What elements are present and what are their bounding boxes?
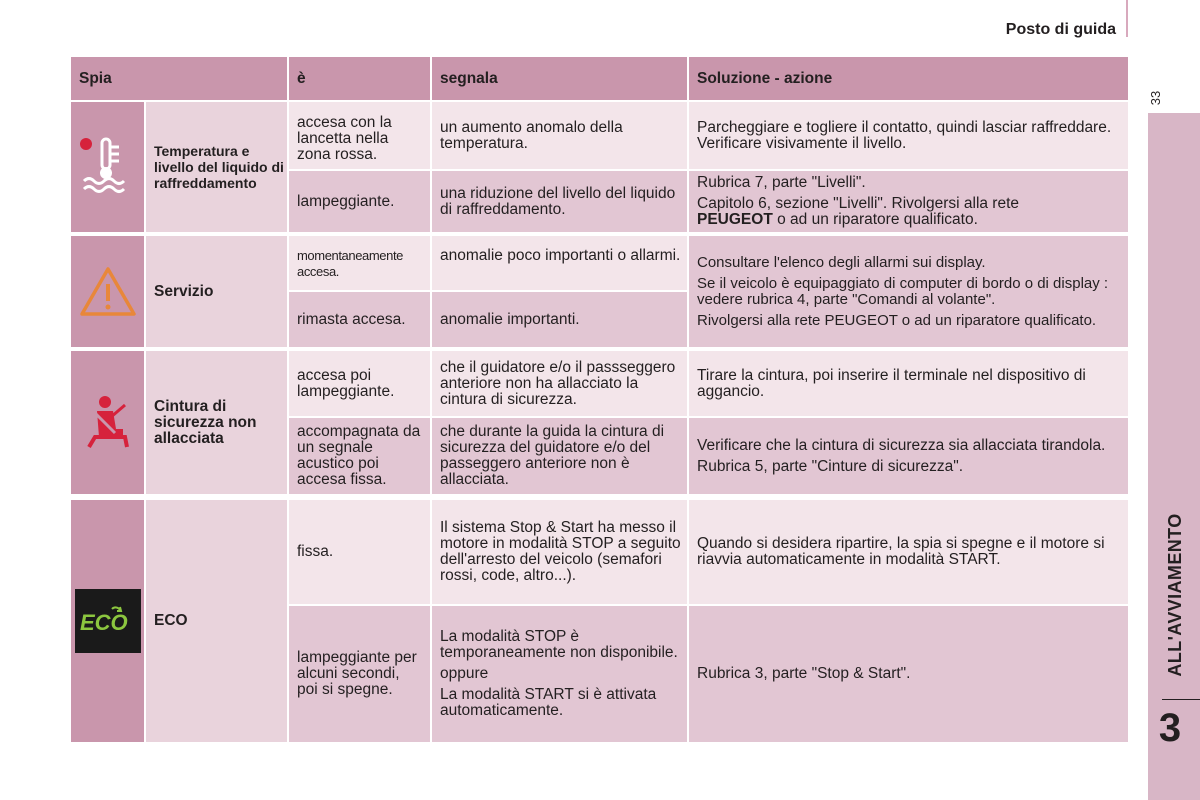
signal-line: La modalità STOP è temporaneamente non disponibile. [440, 628, 678, 661]
solution-text: o ad un riparatore qualificato. [772, 211, 978, 228]
state-cell: accompagnata da un segnale acustico poi accesa fissa. [289, 418, 430, 494]
eco-icon [75, 589, 141, 653]
warning-light-name: Cintura di sicurezza non allacciata [146, 351, 287, 494]
signal-cell: una riduzione del livello del liquido di raffreddamento. [432, 171, 687, 232]
warning-light-cell [71, 236, 144, 347]
eco-icon-text: ECO [79, 610, 128, 635]
warning-light-name: Temperatura e livello del liquido di raffreddamento [146, 102, 287, 232]
chapter-number: 3 [1158, 706, 1182, 750]
signal-line: oppure [440, 665, 489, 682]
warning-light-cell [71, 351, 144, 494]
solution-line: Rivolgersi alla rete PEUGEOT o ad un riparatore qualificato. [697, 311, 1097, 329]
state-cell: lampeggiante per alcuni secondi, poi si spegne. [289, 606, 430, 742]
state-cell: lampeggiante. [289, 171, 430, 232]
page-number: 33 [1148, 90, 1163, 106]
brand-name: PEUGEOT [697, 211, 773, 228]
eco-icon-graphic [78, 606, 138, 636]
solution-cell [689, 236, 1128, 347]
solution-line: Se il veicolo è equipaggiato di computer di bordo o di display : vedere rubrica 4, parte "Comandi al volante". [697, 274, 1109, 308]
solution-line [697, 196, 1122, 228]
solution-line: Consultare l'elenco degli allarmi sui display. [697, 253, 986, 271]
column-header-soluzione: Soluzione - azione [689, 57, 1128, 100]
solution-cell: Parcheggiare e togliere il contatto, quindi lasciar raffreddare. Verificare visivamente il livello. [689, 102, 1128, 169]
signal-cell: un aumento anomalo della temperatura. [432, 102, 687, 169]
solution-cell [689, 171, 1128, 232]
column-header-segnala: segnala [432, 57, 687, 100]
header-rule [1126, 0, 1128, 37]
solution-cell: Tirare la cintura, poi inserire il terminale nel dispositivo di aggancio. [689, 351, 1128, 416]
warning-light-name: ECO [146, 500, 287, 742]
state-cell: accesa con la lancetta nella zona rossa. [289, 102, 430, 169]
column-header-e: è [289, 57, 430, 100]
warning-light-cell [71, 500, 144, 742]
signal-cell: anomalie importanti. [432, 292, 687, 347]
signal-line: La modalità START si è attivata automaticamente. [440, 686, 657, 719]
signal-cell [432, 606, 687, 742]
seatbelt-icon [85, 395, 131, 451]
chapter-tab-label: ALL'AVVIAMENTO [1165, 513, 1185, 677]
solution-cell: Rubrica 3, parte "Stop & Start". [689, 606, 1128, 742]
solution-line: Verificare che la cintura di sicurezza sia allacciata tirandola. [697, 436, 1106, 454]
signal-cell: anomalie poco importanti o allarmi. [432, 236, 687, 290]
state-cell: accesa poi lampeggiante. [289, 351, 430, 416]
signal-cell: che il guidatore e/o il passseggero anteriore non ha allacciato la cintura di sicurezza. [432, 351, 687, 416]
coolant-temperature-icon [78, 135, 138, 199]
section-title: Posto di guida [1005, 21, 1116, 38]
state-cell: fissa. [289, 500, 430, 604]
solution-text: Capitolo 6, sezione "Livelli". Rivolgersi alla rete [697, 195, 1020, 212]
solution-line: Rubrica 7, parte "Livelli". [697, 174, 866, 191]
solution-cell: Quando si desidera ripartire, la spia si spegne e il motore si riavvia automaticamente in modalità START. [689, 500, 1128, 604]
chapter-divider [1162, 699, 1200, 700]
signal-cell: Il sistema Stop & Start ha messo il motore in modalità STOP a seguito dell'arresto del veicolo (semafori rossi, code, altro...). [432, 500, 687, 604]
signal-cell: che durante la guida la cintura di sicurezza del guidatore e/o del passeggero anteriore non è allacciata. [432, 418, 687, 494]
column-header-spia: Spia [71, 57, 287, 100]
state-cell: rimasta accesa. [289, 292, 430, 347]
state-cell: momentaneamente accesa. [289, 236, 430, 290]
solution-cell [689, 418, 1128, 494]
warning-light-cell [71, 102, 144, 232]
warning-light-name: Servizio [146, 236, 287, 347]
solution-line: Rubrica 5, parte "Cinture di sicurezza". [697, 457, 964, 475]
warning-triangle-icon [79, 266, 137, 318]
